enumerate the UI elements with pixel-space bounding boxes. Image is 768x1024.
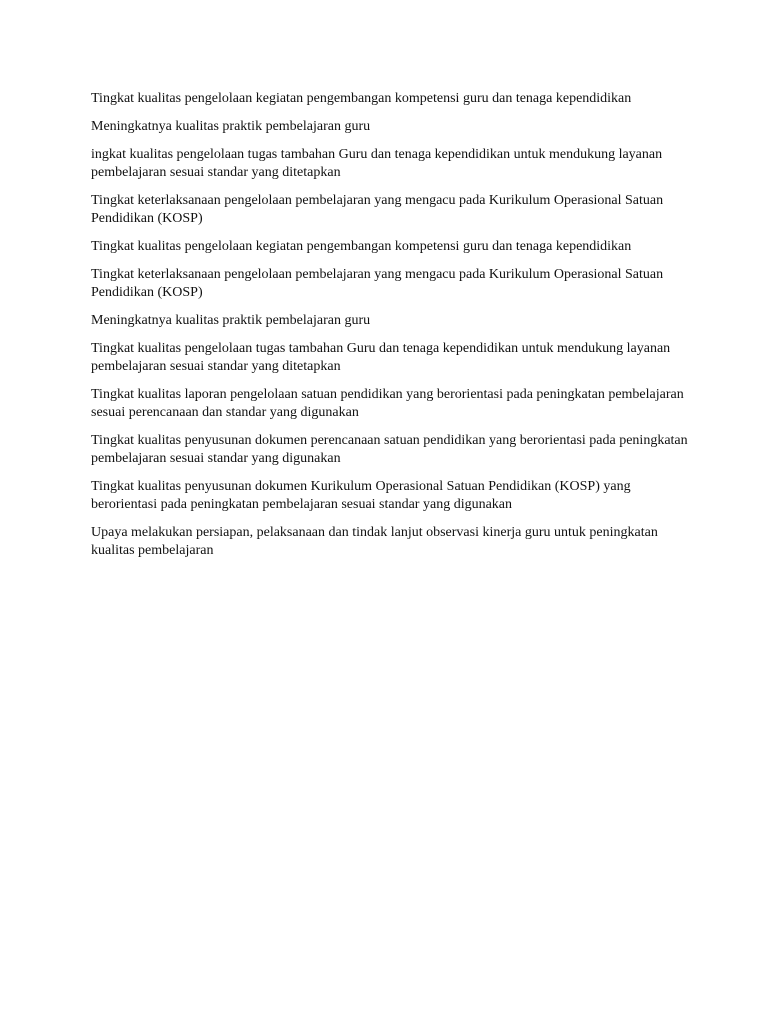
document-body xyxy=(91,90,691,570)
paragraph-5: Tingkat kualitas pengelolaan kegiatan pengembangan kompetensi guru dan tenaga kependidikan xyxy=(91,239,632,254)
paragraph-4: Tingkat keterlaksanaan pengelolaan pembelajaran yang mengacu pada Kurikulum Operasional Satuan Pendidikan (KOSP) xyxy=(91,193,664,226)
paragraph-3: ingkat kualitas pengelolaan tugas tambahan Guru dan tenaga kependidikan untuk mendukung layanan pembelajaran sesuai standar yang ditetapkan xyxy=(91,147,663,180)
paragraph-8: Tingkat kualitas pengelolaan tugas tambahan Guru dan tenaga kependidikan untuk mendukung layanan pembelajaran sesuai standar yang ditetapkan xyxy=(91,341,671,374)
paragraph-12: Upaya melakukan persiapan, pelaksanaan dan tindak lanjut observasi kinerja guru untuk peningkatan kualitas pembelajaran xyxy=(91,525,658,558)
paragraph-2: Meningkatnya kualitas praktik pembelajaran guru xyxy=(91,119,371,134)
paragraph-1: Tingkat kualitas pengelolaan kegiatan pengembangan kompetensi guru dan tenaga kependidikan xyxy=(91,91,632,106)
paragraph-9: Tingkat kualitas laporan pengelolaan satuan pendidikan yang berorientasi pada peningkatan pembelajaran sesuai perencanaan dan standar yang digunakan xyxy=(91,387,684,420)
paragraph-10: Tingkat kualitas penyusunan dokumen perencanaan satuan pendidikan yang berorientasi pada peningkatan pembelajaran sesuai standar yang digunakan xyxy=(91,433,688,466)
paragraph-7: Meningkatnya kualitas praktik pembelajaran guru xyxy=(91,313,371,328)
paragraph-6: Tingkat keterlaksanaan pengelolaan pembelajaran yang mengacu pada Kurikulum Operasional Satuan Pendidikan (KOSP) xyxy=(91,267,664,300)
paragraph-11: Tingkat kualitas penyusunan dokumen Kurikulum Operasional Satuan Pendidikan (KOSP) yang berorientasi pada peningkatan pembelajaran sesuai standar yang digunakan xyxy=(91,479,631,512)
